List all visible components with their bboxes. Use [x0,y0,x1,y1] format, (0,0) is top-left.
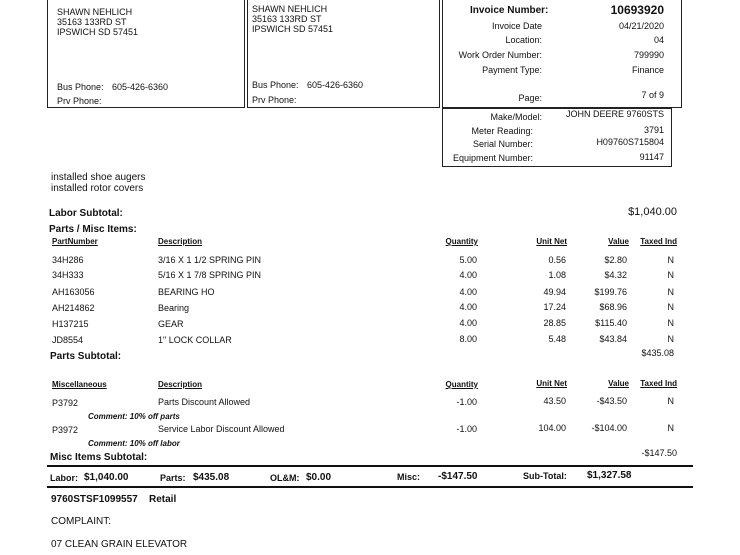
labor-subtotal-value: $1,040.00 [628,206,677,218]
part-row-3-qty: 4.00 [459,287,477,297]
misc-header-desc: Description [158,380,203,389]
part-row-6-qty: 8.00 [459,334,477,344]
misc-row-2-taxed: N [667,423,674,433]
part-row-4-unit: 17.24 [543,302,566,312]
equipment-number: 91147 [639,152,664,162]
misc-subtotal-value: -$147.50 [641,448,677,458]
footer-retail: Retail [149,494,177,505]
bill-to-name: SHAWN NEHLICH [57,7,133,17]
invoice-date: 04/21/2020 [618,21,664,31]
part-row-1-unit: 0.56 [548,255,566,265]
misc-row-2-value: -$104.00 [591,423,627,433]
totals-labor-value: $1,040.00 [84,472,129,483]
invoice-number: 10693920 [610,3,664,17]
part-row-5-desc: GEAR [158,319,184,329]
part-row-3-number: AH163056 [52,287,95,297]
ship-to-bus-phone-label: Bus Phone: [252,80,299,90]
parts-subtotal-label: Parts Subtotal: [50,351,122,362]
make-model-label: Make/Model: [490,112,542,122]
part-row-3-value: $199.76 [594,287,627,297]
misc-header-unit: Unit Net [536,379,567,388]
page-number: 7 of 9 [641,90,664,100]
ship-to-address1: 35163 133RD ST [252,14,322,24]
misc-row-1-unit: 43.50 [543,396,566,406]
bill-to-address2: IPSWICH SD 57451 [57,27,139,37]
totals-olm-label: OL&M: [270,473,300,483]
parts-header-qty: Quantity [445,237,478,246]
footer-serial-line: 9760STSF1099557 [51,494,138,505]
part-row-6-taxed: N [667,334,674,344]
invoice-number-label: Invoice Number: [470,5,549,16]
part-row-2-desc: 5/16 X 1 7/8 SPRING PIN [158,270,262,280]
misc-header-value: Value [608,379,629,388]
bill-to-address1: 35163 133RD ST [57,17,127,27]
part-row-4-taxed: N [667,302,674,312]
totals-parts-value: $435.08 [193,472,230,483]
misc-row-2-desc: Service Labor Discount Allowed [158,424,285,434]
misc-header-qty: Quantity [445,380,478,389]
part-row-5-number: H137215 [52,319,89,329]
ship-to-name: SHAWN NEHLICH [252,4,328,14]
totals-misc-value: -$147.50 [438,471,478,482]
misc-row-1-comment: Comment: 10% off parts [88,412,180,421]
location-value: 04 [653,35,664,45]
meter-reading: 3791 [643,125,664,135]
part-row-3-taxed: N [667,287,674,297]
totals-bottom-rule [47,486,693,488]
misc-row-2-unit: 104.00 [538,423,566,433]
part-row-2-value: $4.32 [604,270,627,280]
totals-misc-label: Misc: [397,472,421,482]
bill-to-bus-phone: 605-426-6360 [112,82,169,92]
totals-top-rule [47,465,693,467]
totals-labor-label: Labor: [50,473,78,483]
make-model: JOHN DEERE 9760STS [565,109,664,119]
work-order-number: 799990 [633,50,664,60]
ship-to-prv-phone-label: Prv Phone: [252,95,297,105]
parts-header-taxed: Taxed Ind [640,237,677,246]
totals-olm-value: $0.00 [306,472,332,483]
invoice-date-label: Invoice Date [491,21,542,31]
meter-reading-label: Meter Reading: [471,126,533,136]
part-row-5-unit: 28.85 [543,318,566,328]
misc-row-1-code: P3792 [52,398,79,408]
part-row-6-unit: 5.48 [548,334,566,344]
parts-header-unit: Unit Net [536,237,567,246]
bill-to-bus-phone-label: Bus Phone: [57,82,104,92]
parts-header-desc: Description [158,237,203,246]
part-row-4-value: $68.96 [599,302,627,312]
equipment-number-label: Equipment Number: [452,153,533,163]
complaint-label: COMPLAINT: [51,516,112,527]
misc-header-taxed: Taxed Ind [640,379,677,388]
parts-header-value: Value [608,237,629,246]
part-row-4-number: AH214862 [52,303,95,313]
serial-number: H09760S715804 [596,137,664,147]
serial-number-label: Serial Number: [472,139,533,149]
part-row-1-number: 34H286 [52,255,84,265]
totals-subtotal-label: Sub-Total: [523,471,567,481]
misc-header-code: Miscellaneous [52,380,107,389]
ship-to-address2: IPSWICH SD 57451 [252,24,334,34]
part-row-2-taxed: N [667,270,674,280]
work-order-label: Work Order Number: [458,50,542,60]
misc-row-2-code: P3972 [52,425,79,435]
part-row-3-unit: 49.94 [543,287,566,297]
part-row-2-qty: 4.00 [459,270,477,280]
misc-row-2-comment: Comment: 10% off labor [88,439,180,448]
part-row-1-desc: 3/16 X 1 1/2 SPRING PIN [158,255,262,265]
payment-type-label: Payment Type: [482,65,542,75]
totals-subtotal-value: $1,327.58 [587,470,632,481]
work-note-1: installed shoe augers [51,172,146,183]
part-row-4-qty: 4.00 [459,302,477,312]
part-row-4-desc: Bearing [158,303,190,313]
part-row-3-desc: BEARING HO [158,287,215,297]
misc-row-1-desc: Parts Discount Allowed [158,397,251,407]
part-row-2-number: 34H333 [52,270,84,280]
bill-to-prv-phone-label: Prv Phone: [57,96,102,106]
page-label: Page: [518,93,542,103]
parts-subtotal-value: $435.08 [641,348,674,358]
part-row-1-qty: 5.00 [459,255,477,265]
misc-subtotal-label: Misc Items Subtotal: [50,452,148,463]
payment-type: Finance [631,65,664,75]
misc-row-2-qty: -1.00 [456,424,477,434]
part-row-5-taxed: N [667,318,674,328]
part-row-1-taxed: N [667,255,674,265]
part-row-1-value: $2.80 [604,255,627,265]
totals-parts-label: Parts: [160,473,186,483]
part-row-6-number: JD8554 [52,335,84,345]
part-row-6-desc: 1" LOCK COLLAR [158,335,232,345]
misc-row-1-qty: -1.00 [456,397,477,407]
parts-section-title: Parts / Misc Items: [49,224,137,235]
part-row-6-value: $43.84 [599,334,627,344]
complaint-text: 07 CLEAN GRAIN ELEVATOR [51,539,188,550]
misc-row-1-value: -$43.50 [596,396,627,406]
part-row-5-qty: 4.00 [459,318,477,328]
parts-header-part: PartNumber [52,237,98,246]
labor-subtotal-label: Labor Subtotal: [49,208,123,219]
part-row-2-unit: 1.08 [548,270,566,280]
work-note-2: installed rotor covers [51,183,144,194]
ship-to-bus-phone: 605-426-6360 [307,80,364,90]
part-row-5-value: $115.40 [595,318,627,328]
location-label: Location: [505,35,542,45]
misc-row-1-taxed: N [667,396,674,406]
